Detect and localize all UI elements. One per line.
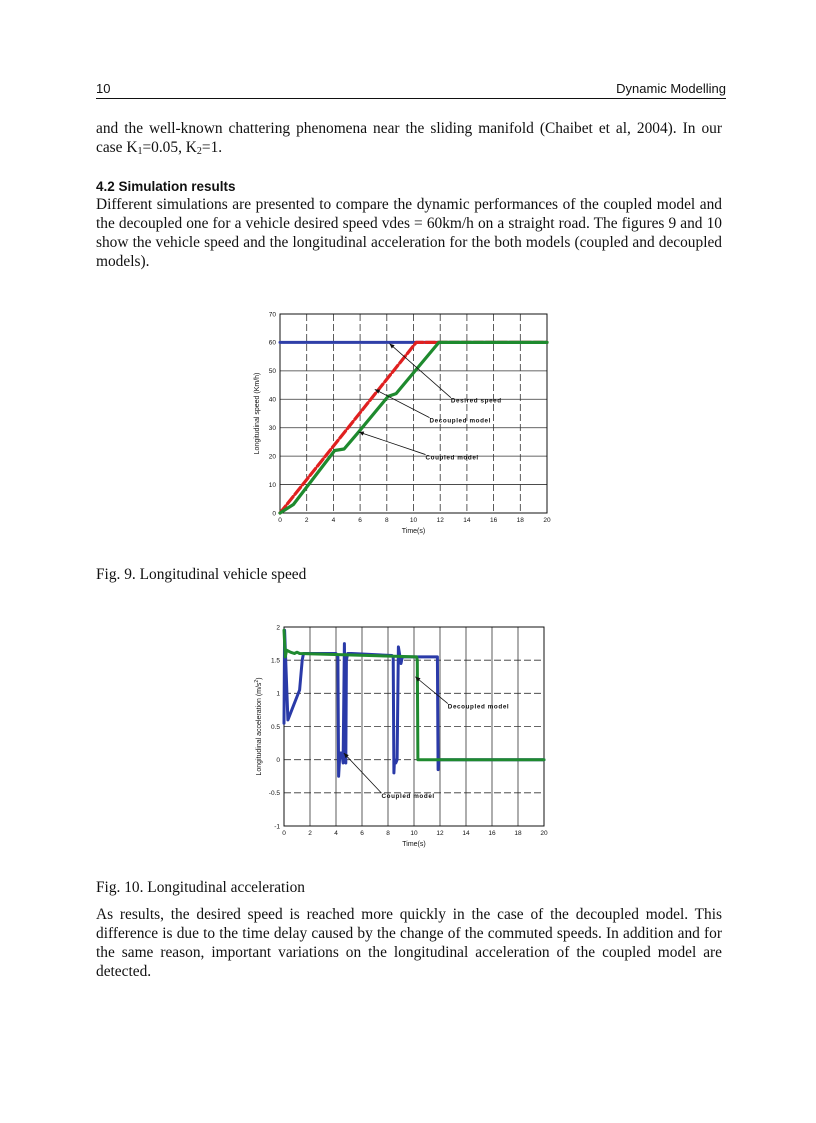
k2-subscript: 2: [196, 146, 202, 157]
annotation-label: Decoupled model: [429, 417, 492, 425]
x-tick-label: 4: [331, 517, 336, 524]
x-tick-label: 6: [358, 517, 362, 524]
section-heading: 4.2 Simulation results: [96, 179, 236, 194]
figure-10-caption: Fig. 10. Longitudinal acceleration: [96, 879, 305, 896]
x-tick-label: 12: [436, 830, 444, 837]
x-tick-label: 20: [540, 830, 548, 837]
x-axis-label: Time(s): [401, 528, 426, 535]
y-axis-label: [254, 677, 263, 775]
y-tick-label: 50: [268, 368, 276, 376]
y-tick-label: 1: [276, 690, 280, 698]
figure-9-caption: Fig. 9. Longitudinal vehicle speed: [96, 566, 307, 583]
y-tick-label: -0.5: [268, 790, 280, 798]
intro-end: =1.: [201, 139, 223, 156]
x-tick-label: 0: [282, 830, 286, 837]
y-tick-label: 0.5: [270, 723, 280, 731]
y-tick-label: 0: [272, 510, 276, 518]
page-number: 10: [96, 81, 111, 96]
y-tick-label: 70: [268, 311, 276, 319]
x-tick-label: 8: [386, 830, 390, 837]
annotation-label: Coupled model: [381, 793, 435, 801]
x-tick-label: 16: [489, 517, 498, 524]
y-tick-label: 30: [268, 425, 276, 433]
x-tick-label: 10: [409, 517, 418, 524]
y-tick-label: -1: [274, 823, 280, 831]
k1-subscript: 1: [137, 146, 143, 157]
x-tick-label: 2: [308, 830, 312, 837]
x-tick-label: 10: [410, 830, 418, 837]
x-tick-label: 6: [360, 830, 364, 837]
running-title: Dynamic Modelling: [616, 81, 726, 96]
y-tick-label: 2: [276, 624, 280, 632]
y-axis-label-sup: 2: [254, 679, 260, 683]
y-tick-label: 40: [268, 396, 276, 404]
y-tick-label: 1.5: [270, 657, 280, 665]
annotation-arrow: [415, 677, 448, 704]
x-tick-label: 18: [516, 517, 524, 524]
annotation-arrow: [344, 753, 382, 793]
x-tick-label: 4: [334, 830, 338, 837]
y-tick-label: 0: [276, 756, 280, 764]
y-axis-label-end: ): [256, 677, 263, 680]
intro-mid: =0.05, K: [142, 139, 197, 156]
x-tick-label: 18: [514, 830, 522, 837]
y-tick-label: 10: [268, 481, 276, 489]
x-tick-label: 20: [543, 517, 551, 524]
results-paragraph: Different simulations are presented to compare the dynamic performances of the coupled model and the decoupled one for a vehicle desired speed vdes = 60km/h on a straight road. The figures 9 and 10 show the vehicle speed and the longitudinal acceleration for the both models (coupled and decoupled models).: [96, 196, 722, 270]
y-tick-label: 20: [268, 453, 276, 461]
intro-text: and the well-known chattering phenomena near the sliding manifold (Chaibet et al, 2004). In our case K: [96, 120, 722, 156]
y-axis-label-text: Longitudinal acceleration (m/s: [256, 682, 263, 776]
annotation-label: Desired speed: [450, 397, 502, 405]
annotation-label: Decoupled model: [447, 703, 510, 711]
x-tick-label: 14: [462, 830, 470, 837]
x-tick-label: 14: [463, 517, 471, 524]
annotation-label: Coupled model: [425, 454, 479, 462]
y-axis-label: Longitudinal speed (Km/h): [254, 372, 261, 455]
x-tick-label: 0: [278, 517, 282, 524]
x-tick-label: 12: [436, 517, 444, 524]
x-axis-label: Time(s): [402, 841, 426, 848]
x-tick-label: 8: [384, 517, 389, 524]
x-tick-label: 2: [304, 517, 309, 524]
x-tick-label: 16: [488, 830, 496, 837]
y-tick-label: 60: [268, 339, 276, 347]
conclusion-paragraph: As results, the desired speed is reached more quickly in the case of the decoupled model. This difference is due to the time delay caused by the change of the commuted speeds. In addition and for the same reason, important variations on the longitudinal acceleration of the coupled model are detected.: [96, 906, 722, 980]
